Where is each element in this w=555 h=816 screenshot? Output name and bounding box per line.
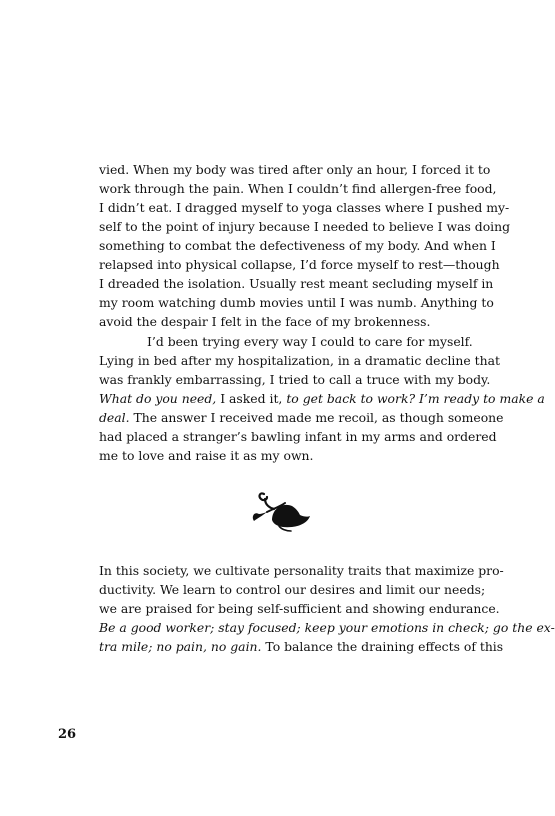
roman-text: I asked it, bbox=[216, 391, 287, 406]
roman-text: The answer I received made me recoil, as though someone bbox=[129, 410, 504, 425]
text-line: Lying in bed after my hospitalization, in a dramatic decline that bbox=[99, 353, 500, 368]
text-line: avoid the despair I felt in the face of my brokenness. bbox=[99, 314, 431, 329]
text-line: self to the point of injury because I needed to believe I was doing bbox=[99, 219, 511, 234]
italic-text: deal. bbox=[99, 410, 130, 425]
paragraph-truce bbox=[99, 332, 545, 465]
italic-text: What do you need, bbox=[99, 391, 217, 406]
text-line: In this society, we cultivate personality traits that maximize pro- bbox=[99, 563, 504, 578]
roman-text: To balance the draining effects of this bbox=[261, 639, 504, 654]
text-line: we are praised for being self-sufficient and showing endurance. bbox=[99, 601, 500, 616]
paragraph-continued bbox=[99, 160, 511, 331]
text-line: vied. When my body was tired after only an hour, I forced it to bbox=[99, 162, 491, 177]
text-line: work through the pain. When I couldn’t find allergen-free food, bbox=[99, 181, 497, 196]
text-line bbox=[99, 389, 545, 408]
text-line: me to love and raise it as my own. bbox=[99, 448, 314, 463]
text-line: I dreaded the isolation. Usually rest meant secluding myself in bbox=[99, 276, 494, 291]
text-line bbox=[99, 637, 504, 656]
text-line: I didn’t eat. I dragged myself to yoga classes where I pushed my- bbox=[99, 200, 510, 215]
text-line-italic: Be a good worker; stay focused; keep your emotions in check; go the ex- bbox=[99, 620, 555, 635]
page-number: 26 bbox=[58, 727, 77, 742]
flourish-leaf-ornament-icon bbox=[250, 490, 312, 534]
text-line bbox=[99, 408, 504, 427]
text-line: relapsed into physical collapse, I’d force myself to rest—though bbox=[99, 257, 500, 272]
text-line: was frankly embarrassing, I tried to call a truce with my body. bbox=[99, 372, 491, 387]
text-line: something to combat the defectiveness of my body. And when I bbox=[99, 238, 496, 253]
paragraph-society bbox=[99, 561, 555, 656]
text-line: had placed a stranger’s bawling infant in my arms and ordered bbox=[99, 429, 497, 444]
text-line: I’d been trying every way I could to care for myself. bbox=[147, 334, 473, 349]
italic-text: tra mile; no pain, no gain. bbox=[99, 639, 262, 654]
text-line: my room watching dumb movies until I was numb. Anything to bbox=[99, 295, 494, 310]
italic-text: to get back to work? I’m ready to make a bbox=[286, 391, 545, 406]
text-line: ductivity. We learn to control our desires and limit our needs; bbox=[99, 582, 486, 597]
